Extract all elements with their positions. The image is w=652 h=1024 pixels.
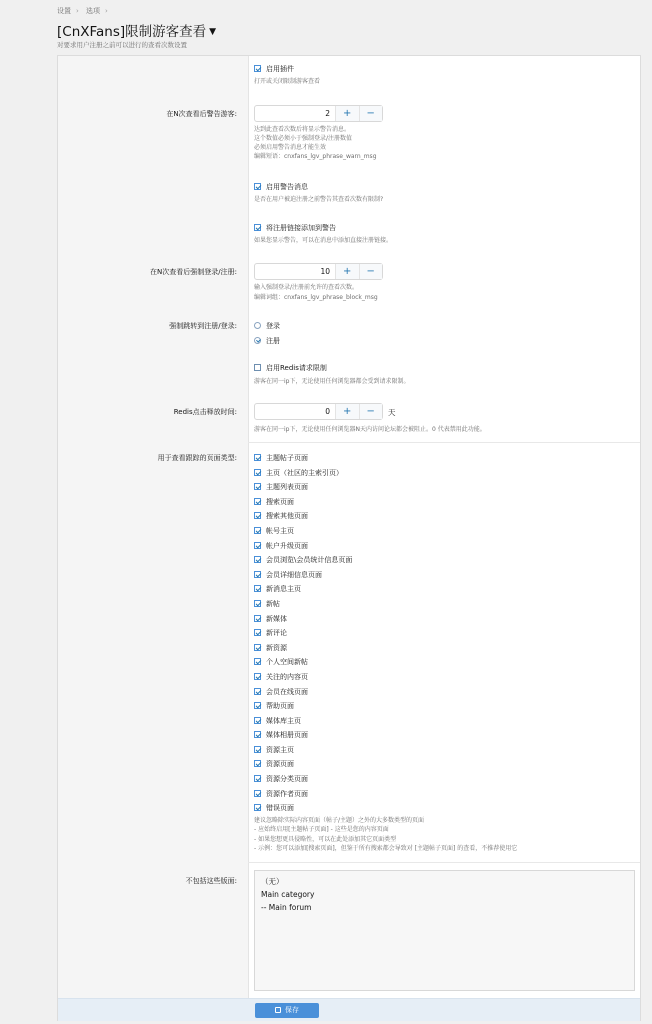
force-after-stepper <box>254 263 383 280</box>
plus-icon[interactable]: + <box>336 106 359 121</box>
page-type-label: 个人空间新帖 <box>266 658 308 667</box>
enable-plugin-row[interactable] <box>254 64 294 74</box>
page-type-label: 搜索页面 <box>266 497 294 506</box>
checkbox[interactable] <box>254 585 261 592</box>
warn-after-label: 在N次查看后警告游客: <box>166 110 237 118</box>
page-type-label: 主题帖子页面 <box>266 454 308 462</box>
warn-after-hint-3: 必须启用警告消息才能生效 <box>254 144 327 151</box>
login-option-label: 登录 <box>266 322 280 330</box>
checkbox[interactable] <box>254 673 261 680</box>
checkbox[interactable] <box>254 615 261 622</box>
register-option-label: 注册 <box>266 337 280 345</box>
page-type-label: 资源主页 <box>266 745 294 754</box>
register-link-row[interactable] <box>254 223 336 233</box>
plus-icon[interactable]: + <box>336 264 359 279</box>
select-option[interactable]: Main category <box>261 890 315 899</box>
force-after-label: 在N次查看后强制登录/注册: <box>150 268 237 276</box>
list-item[interactable] <box>254 582 352 597</box>
warn-after-input[interactable]: 2 <box>255 106 336 121</box>
checkbox[interactable] <box>254 658 261 665</box>
page-title-wrapper[interactable] <box>57 20 216 40</box>
redis-release-input[interactable]: 0 <box>255 404 336 419</box>
section-divider <box>248 442 640 443</box>
breadcrumb-item-settings[interactable]: 设置 <box>57 7 71 15</box>
checkbox[interactable] <box>254 731 261 738</box>
list-item[interactable] <box>254 655 352 670</box>
page-type-label: 关注的内容页 <box>266 672 308 681</box>
save-icon <box>275 1007 281 1013</box>
page-types-note-3: - 如果您想更具侵略性，可以在此处添加其它页面类型 <box>254 836 397 843</box>
minus-icon[interactable]: − <box>359 404 383 419</box>
list-item[interactable] <box>254 451 352 466</box>
checkbox[interactable] <box>254 746 261 753</box>
page-type-label: 资源作者页面 <box>266 789 308 798</box>
options-panel <box>57 55 641 1021</box>
redirect-login-option[interactable] <box>254 321 280 331</box>
exclude-forums-select[interactable] <box>254 870 635 991</box>
redis-release-unit: 天 <box>388 408 396 417</box>
enable-plugin-label: 启用插件 <box>266 65 294 73</box>
section-divider <box>248 862 640 863</box>
redis-row[interactable] <box>254 363 327 373</box>
checkbox[interactable] <box>254 688 261 695</box>
register-link-checkbox[interactable] <box>254 224 261 231</box>
warn-after-hint-1: 达到此查看次数后将显示警告消息。 <box>254 126 351 133</box>
warn-after-hint-4: 编辑短语：cnxfans_lgv_phrase_warn_msg <box>254 153 377 160</box>
breadcrumb-separator-icon: › <box>76 7 79 15</box>
list-item[interactable] <box>254 670 352 685</box>
enable-warn-hint: 是否在用户被迫注册之前警告其查看次数有限制? <box>254 196 384 203</box>
save-button-label: 保存 <box>285 1006 299 1014</box>
checkbox[interactable] <box>254 571 261 578</box>
page-type-label: 搜索其他页面 <box>266 512 308 521</box>
minus-icon[interactable]: − <box>359 106 383 121</box>
list-item[interactable] <box>254 743 352 758</box>
page-type-label: 新资源 <box>266 643 287 652</box>
list-item[interactable] <box>254 480 352 495</box>
breadcrumb <box>57 6 113 16</box>
list-item[interactable] <box>254 539 352 554</box>
page-types-list <box>254 451 352 816</box>
list-item[interactable] <box>254 568 352 583</box>
caret-down-icon[interactable]: ▼ <box>209 27 217 37</box>
register-link-label: 将注册链接添加到警告 <box>266 224 336 232</box>
select-option[interactable]: （无） <box>261 877 284 886</box>
page-description: 对要求用户注册之前可以进行的查看次数设置 <box>57 41 187 49</box>
page-types-label: 用于查看跟踪的页面类型: <box>157 454 237 462</box>
page-type-label: 资源页面 <box>266 760 294 769</box>
redirect-label: 强制跳转到注册/登录: <box>169 322 237 330</box>
form-footer <box>58 998 640 1021</box>
list-item[interactable] <box>254 757 352 772</box>
list-item[interactable] <box>254 509 352 524</box>
checkbox[interactable] <box>254 629 261 636</box>
enable-warn-checkbox[interactable] <box>254 183 261 190</box>
list-item[interactable] <box>254 466 352 481</box>
page-type-label: 帐户升级页面 <box>266 541 308 550</box>
page-type-label: 主页（社区的主索引页） <box>266 468 343 477</box>
checkbox[interactable] <box>254 542 261 549</box>
checkbox[interactable] <box>254 775 261 782</box>
checkbox[interactable] <box>254 644 261 651</box>
enable-warn-label: 启用警告消息 <box>266 183 308 191</box>
breadcrumb-separator-icon: › <box>105 7 108 15</box>
redis-release-label: Redis点击释放时间: <box>173 408 237 416</box>
page-type-label: 主题列表页面 <box>266 483 308 492</box>
page-type-label: 会员浏览\会员统计信息页面 <box>266 556 353 565</box>
enable-plugin-hint: 打开或关闭限制游客查看 <box>254 78 321 85</box>
checkbox[interactable] <box>254 512 261 519</box>
enable-plugin-checkbox[interactable] <box>254 65 261 72</box>
page-type-label: 会员详细信息页面 <box>266 570 322 579</box>
list-item[interactable] <box>254 641 352 656</box>
list-item[interactable] <box>254 801 352 816</box>
list-item[interactable] <box>254 495 352 510</box>
redis-release-stepper <box>254 403 383 420</box>
list-item[interactable] <box>254 699 352 714</box>
page-type-label: 新媒体 <box>266 614 287 623</box>
checkbox[interactable] <box>254 717 261 724</box>
select-option[interactable]: -- Main forum <box>261 903 312 912</box>
list-item[interactable] <box>254 772 352 787</box>
page-types-note-4: - 示例：您可以添加[搜索页面]，但鉴于所有搜索都会导致对 [主题帖子页面] 的查看，不推荐使用它 <box>254 845 518 852</box>
redirect-register-option[interactable] <box>254 336 280 346</box>
checkbox[interactable] <box>254 804 261 811</box>
page-type-label: 媒体相册页面 <box>266 731 308 740</box>
list-item[interactable] <box>254 728 352 743</box>
page-type-label: 新消息主页 <box>266 585 301 594</box>
page-type-label: 媒体库主页 <box>266 716 301 725</box>
list-item[interactable] <box>254 685 352 700</box>
redis-hint: 游客在同一ip下，无论使用任何浏览器都会受到请求限制。 <box>254 378 410 385</box>
redis-release-hint: 游客在同一ip下，无论使用任何浏览器N天内访问论坛都会被阻止。0 代表禁用此功能。 <box>254 426 486 433</box>
force-after-hint-1: 输入强制登录/注册前允许的查看次数。 <box>254 284 359 291</box>
page-types-note-1: 建议忽略除实际内容页面（帖子/主题）之外的大多数类型的页面 <box>254 817 425 824</box>
checkbox[interactable] <box>254 600 261 607</box>
checkbox[interactable] <box>254 469 261 476</box>
redis-checkbox[interactable] <box>254 364 261 371</box>
page-title: [CnXFans]限制游客查看 <box>57 24 207 40</box>
checkbox[interactable] <box>254 527 261 534</box>
checkbox[interactable] <box>254 790 261 797</box>
redis-label: 启用Redis请求限制 <box>266 364 327 372</box>
force-after-hint-2: 编辑词组：cnxfans_lgv_phrase_block_msg <box>254 294 378 301</box>
login-radio[interactable] <box>254 322 261 329</box>
list-item[interactable] <box>254 553 352 568</box>
exclude-forums-label: 不包括这些版面: <box>185 877 237 885</box>
checkbox[interactable] <box>254 498 261 505</box>
force-after-input[interactable]: 10 <box>255 264 336 279</box>
list-item[interactable] <box>254 597 352 612</box>
register-radio[interactable] <box>254 337 261 344</box>
list-item[interactable] <box>254 626 352 641</box>
list-item[interactable] <box>254 612 352 627</box>
page-type-label: 会员在线页面 <box>266 687 308 696</box>
checkbox[interactable] <box>254 702 261 709</box>
list-item[interactable] <box>254 714 352 729</box>
page-type-label: 资源分类页面 <box>266 775 308 784</box>
warn-after-stepper <box>254 105 383 122</box>
breadcrumb-item-options[interactable]: 选项 <box>86 7 101 15</box>
warn-after-hint-2: 这个数值必须小于强制登录/注册数值 <box>254 135 353 142</box>
page-types-note-2: - 应始终启用[主题帖子页面] - 这些是您的内容页面 <box>254 826 389 833</box>
list-item[interactable] <box>254 524 352 539</box>
register-link-hint: 如果您显示警告，可以在消息中添加直接注册链接。 <box>254 237 393 244</box>
label-column <box>58 56 249 998</box>
page-type-label: 错误页面 <box>266 804 294 813</box>
page-type-label: 帮助页面 <box>266 702 294 711</box>
list-item[interactable] <box>254 787 352 802</box>
minus-icon[interactable]: − <box>359 264 383 279</box>
checkbox[interactable] <box>254 483 261 490</box>
save-button[interactable] <box>255 1003 319 1018</box>
enable-warn-row[interactable] <box>254 182 308 192</box>
page-type-label: 新帖 <box>266 599 280 608</box>
checkbox[interactable] <box>254 760 261 767</box>
checkbox[interactable] <box>254 454 261 461</box>
checkbox[interactable] <box>254 556 261 563</box>
plus-icon[interactable]: + <box>336 404 359 419</box>
page-type-label: 帐号主页 <box>266 526 294 535</box>
page-type-label: 新评论 <box>266 629 287 638</box>
